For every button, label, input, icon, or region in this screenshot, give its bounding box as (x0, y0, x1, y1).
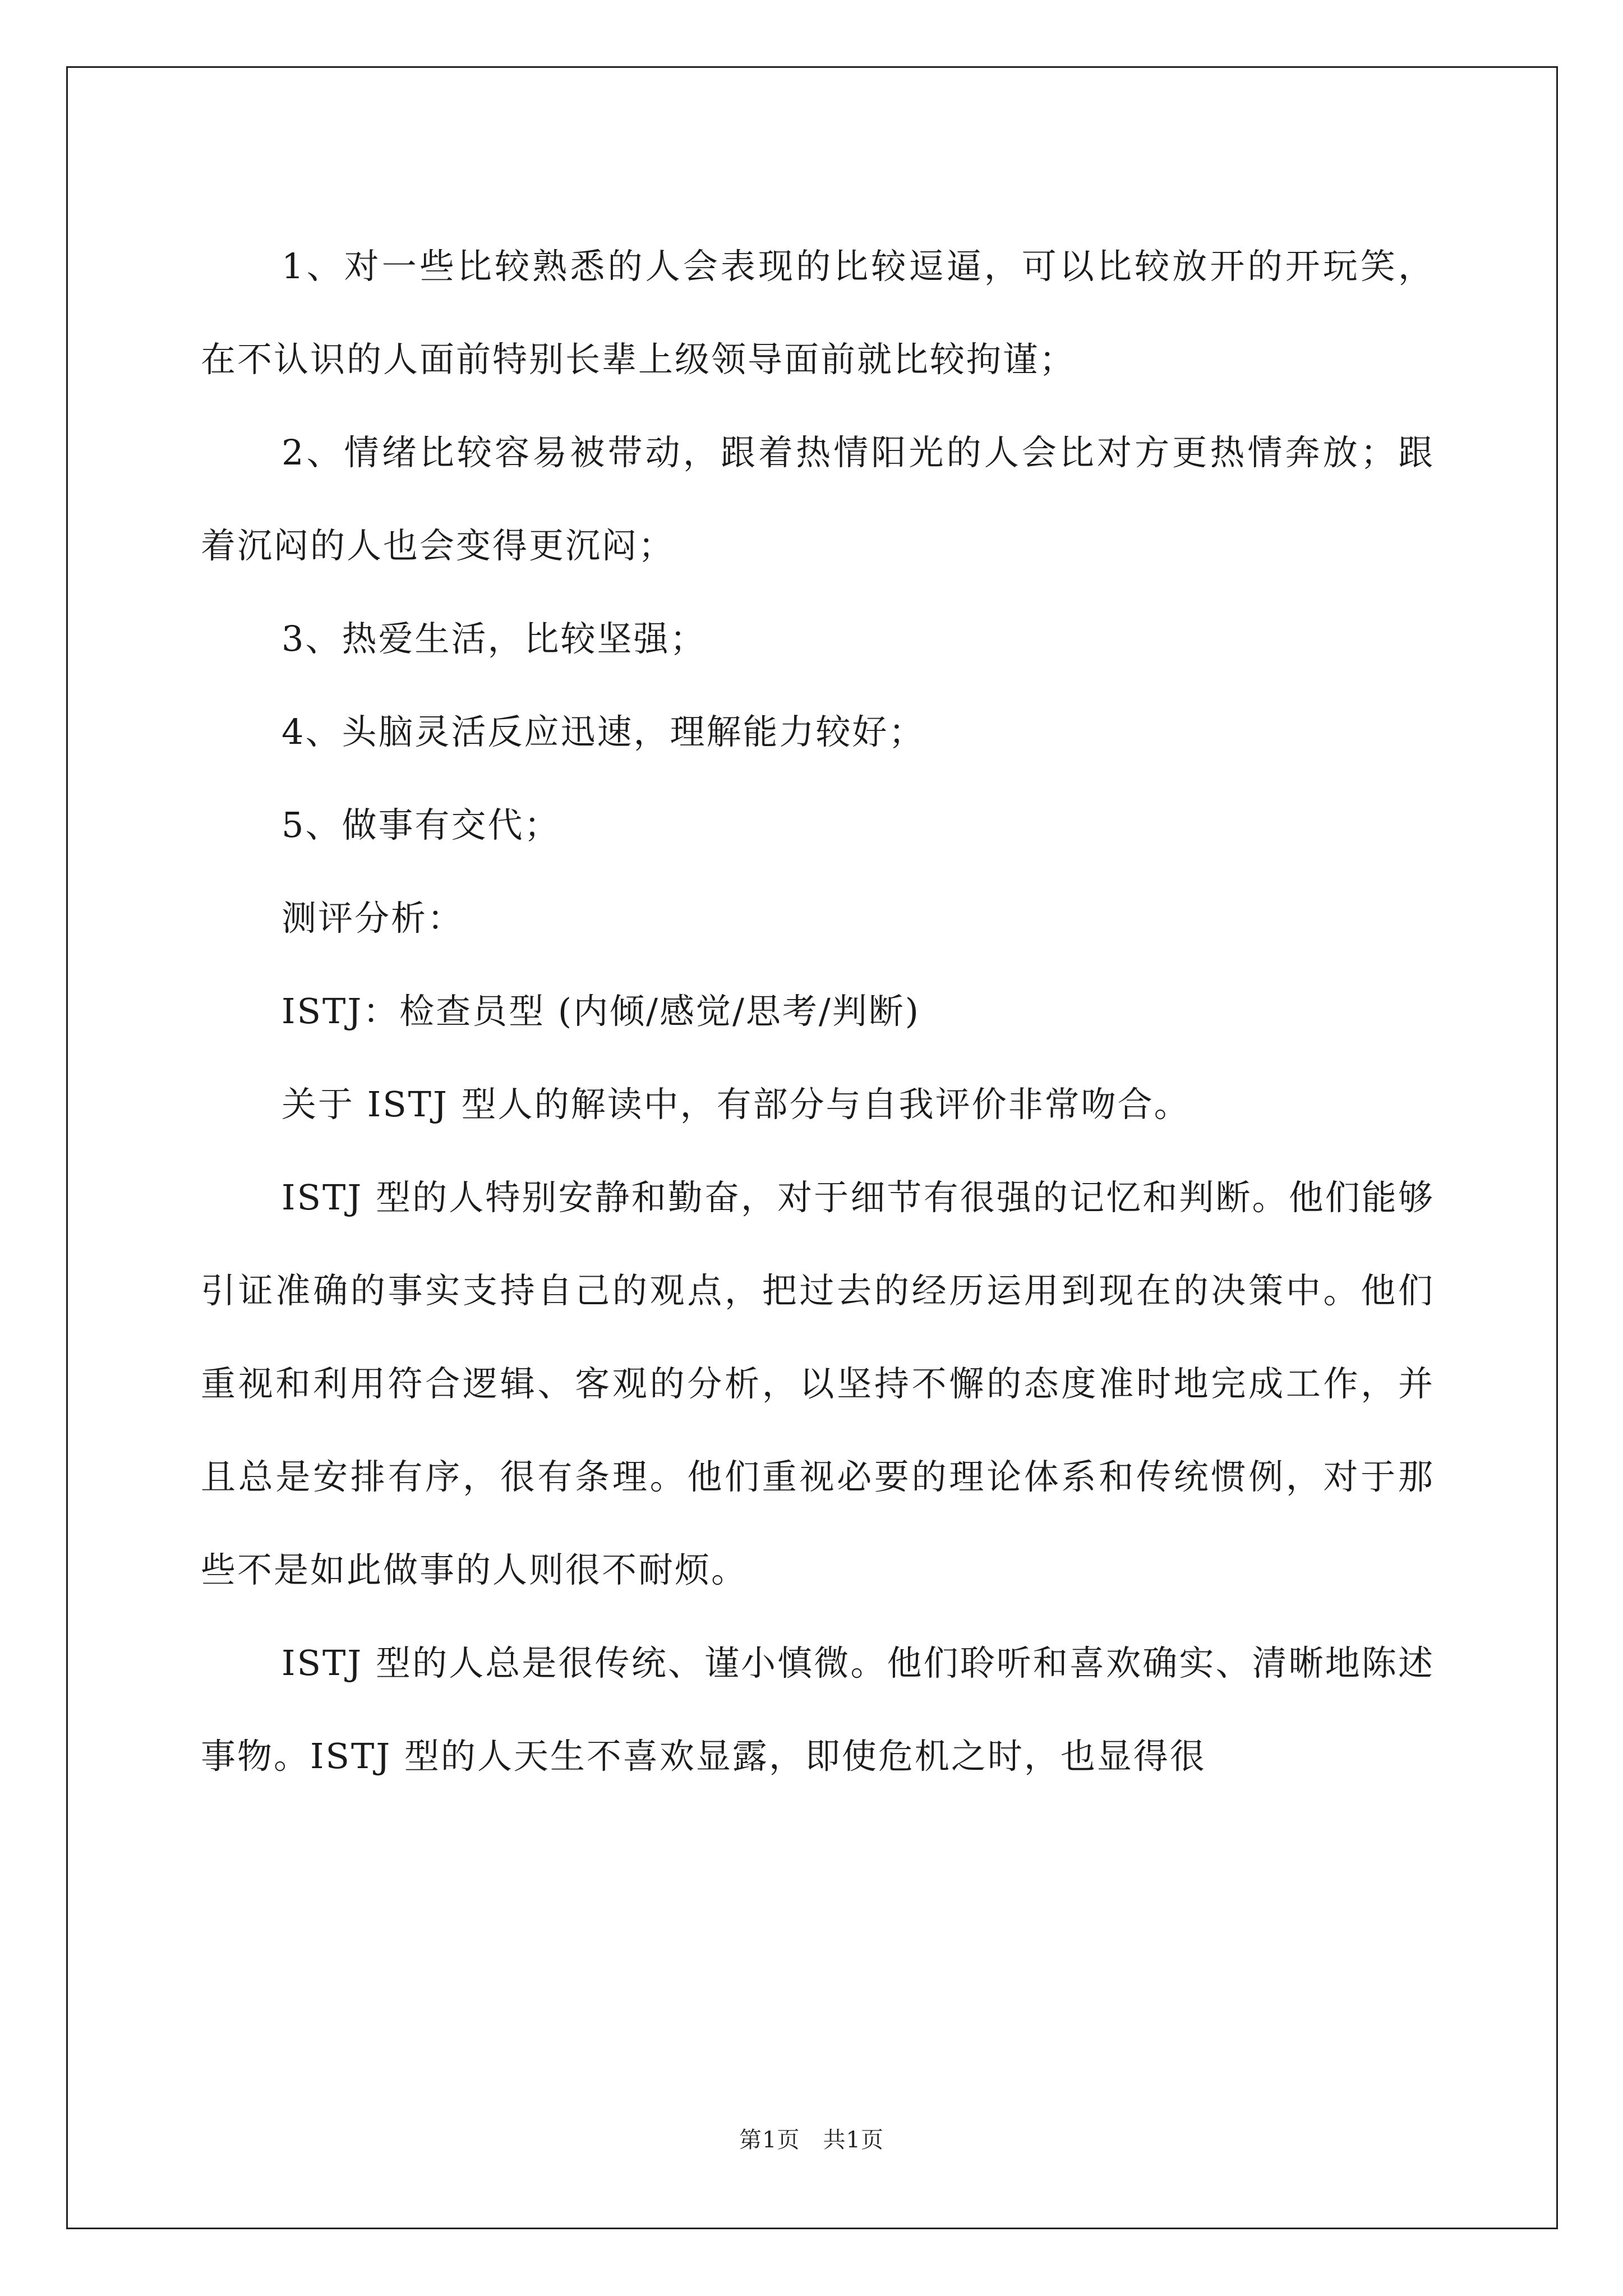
section-heading-analysis: 测评分析： (282, 898, 464, 938)
paragraph-item-5: 5、做事有交代； (282, 804, 561, 845)
document-body (201, 220, 1435, 1803)
type-title-istj: ISTJ：检查员型 (内倾/感觉/思考/判断) (282, 991, 920, 1032)
paragraph-item-4: 4、头脑灵活反应迅速，理解能力较好； (282, 711, 925, 752)
paragraph-istj-traditional: ISTJ 型的人总是很传统、谨小慎微。他们聆听和喜欢确实、清晰地陈述事物。ISTJ 型的人天生不喜欢显露，即使危机之时，也显得很 (201, 1642, 1435, 1777)
paragraph-istj-description: ISTJ 型的人特别安静和勤奋，对于细节有很强的记忆和判断。他们能够引证准确的事实支持自己的观点，把过去的经历运用到现在的决策中。他们重视和利用符合逻辑、客观的分析，以坚持不懈的态度准时地完成工作，并且总是安排有序，很有条理。他们重视必要的理论体系和传统惯例，对于那些不是如此做事的人则很不耐烦。 (201, 1177, 1435, 1590)
paragraph-item-1: 1、对一些比较熟悉的人会表现的比较逗逼，可以比较放开的开玩笑，在不认识的人面前特别长辈上级领导面前就比较拘谨； (201, 246, 1435, 380)
page-number-footer: 第1页 共1页 (739, 2127, 884, 2153)
paragraph-item-3: 3、热爱生活，比较坚强； (282, 618, 707, 659)
paragraph-intro-istj: 关于 ISTJ 型人的解读中，有部分与自我评价非常吻合。 (282, 1084, 1191, 1125)
paragraph-item-2: 2、情绪比较容易被带动，跟着热情阳光的人会比对方更热情奔放；跟着沉闷的人也会变得更沉闷； (201, 432, 1435, 566)
